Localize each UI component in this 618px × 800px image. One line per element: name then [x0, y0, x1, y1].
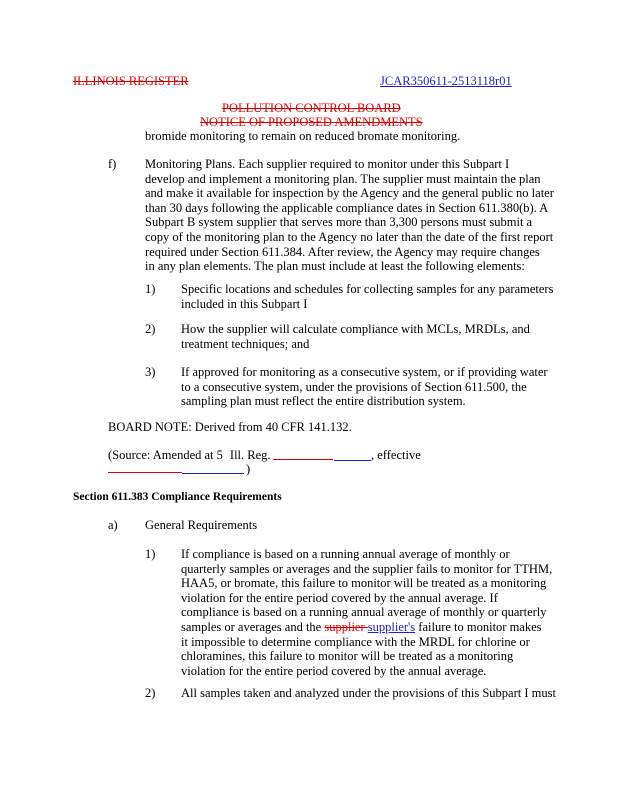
a1-line: quarterly samples or averages and the supplier fails to monitor for TTHM, [181, 561, 553, 576]
para-f-line: than 30 days following the applicable compliance dates in Section 611.380(b). A [145, 200, 549, 215]
board-title: POLLUTION CONTROL BOARD [222, 101, 401, 115]
inserted-word: supplier's [367, 620, 416, 634]
jcar-id-prefix: JCAR350611-2513118r [380, 74, 500, 88]
item-2-line: treatment techniques; and [181, 336, 310, 351]
item-1-label: 1) [145, 282, 156, 296]
item-1-line: included in this Subpart I [181, 296, 308, 311]
a1-line: it impossible to determine compliance with the MRDL for chlorine or [181, 634, 530, 649]
board-note: BOARD NOTE: Derived from 40 CFR 141.132. [108, 420, 352, 434]
a1-line: violation for the entire period covered by the annual average. [181, 663, 487, 678]
para-a-text: General Requirements [145, 518, 258, 532]
carryover-text: bromide monitoring to remain on reduced bromate monitoring. [145, 129, 461, 143]
source-red-blank-2 [108, 472, 182, 473]
para-f-line: copy of the monitoring plan to the Agency no later than the date of the first report [145, 230, 554, 244]
item-2-label: 2) [145, 322, 156, 336]
a1-line: compliance is based on a running annual average of monthly or quarterly [181, 605, 547, 620]
para-f-line: in any plan elements. The plan must include at least the following elements: [145, 259, 525, 274]
jcar-id [380, 74, 512, 89]
register-header: ILLINOIS REGISTER [73, 74, 189, 88]
item-2-line: How the supplier will calculate compliance with MCLs, MRDLs, and [181, 322, 530, 336]
para-f-label: f) [108, 157, 117, 171]
para-f-line: develop and implement a monitoring plan. The supplier must maintain the plan [145, 171, 541, 186]
a1-line: chloramines, this failure to monitor will be treated as a monitoring [181, 649, 514, 664]
item-3-line: sampling plan must reflect the entire distribution system. [181, 394, 466, 409]
item-3-line: If approved for monitoring as a consecutive system, or if providing water [181, 365, 548, 379]
struck-word: supplier [324, 620, 368, 634]
source-line [108, 448, 271, 463]
a1-line: If compliance is based on a running annual average of monthly or [181, 547, 510, 561]
item-1-line: Specific locations and schedules for collecting samples for any parameters [181, 282, 554, 296]
a1-amended-line [181, 620, 542, 635]
a1-label: 1) [145, 547, 156, 561]
para-a-label: a) [108, 518, 118, 532]
a1-line: HAA5, or bromate, this failure to monitor will be treated as a monitoring [181, 576, 547, 591]
source-red-blank [273, 459, 333, 460]
source-ill-reg: Ill. Reg. [229, 448, 271, 462]
a1-line: violation for the entire period covered by the annual average. If [181, 590, 498, 605]
source-blue-blank-2 [182, 473, 244, 474]
source-close: ) [246, 462, 251, 476]
item-3-label: 3) [145, 365, 156, 379]
para-f-line: required under Section 611.384. After review, the Agency may require changes [145, 244, 540, 259]
notice-title: NOTICE OF PROPOSED AMENDMENTS [200, 115, 423, 129]
source-prefix: (Source: Amended at 5 [108, 448, 223, 462]
a1-amended-prefix: samples or averages and the [181, 620, 325, 634]
item-3-line: to a consecutive system, under the provisions of Section 611.500, the [181, 379, 527, 394]
jcar-id-suffix: 01 [499, 74, 512, 88]
para-f-line: and make it available for inspection by the Agency and the general public no later [145, 186, 554, 201]
source-blue-blank [334, 460, 371, 461]
para-f-line: Monitoring Plans. Each supplier required to monitor under this Subpart I [145, 157, 510, 171]
section-heading: Section 611.383 Compliance Requirements [73, 491, 282, 503]
a2-label: 2) [145, 686, 156, 700]
para-f-line: Subpart B system supplier that serves more than 3,300 persons must submit a [145, 215, 533, 230]
a2-text: All samples taken and analyzed under the provisions of this Subpart I must [181, 686, 556, 700]
a1-amended-suffix: failure to monitor makes [415, 620, 542, 634]
source-effective: , effective [371, 448, 421, 462]
